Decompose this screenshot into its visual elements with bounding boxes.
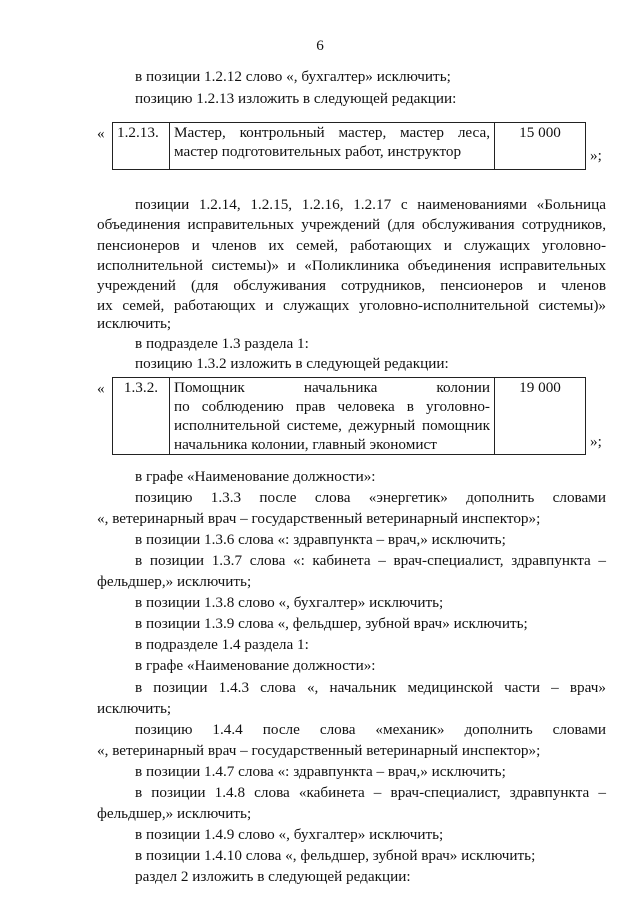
text-line: позицию 1.2.13 изложить в следующей редакции: [135, 90, 457, 107]
close-quote: »; [590, 433, 602, 450]
position-name-line: Помощник начальника колонии [174, 379, 490, 396]
text-line: в позиции 1.3.9 слова «, фельдшер, зубной врач» исключить; [135, 615, 528, 632]
position-name-line: Мастер, контрольный мастер, мастер леса, [174, 124, 490, 141]
page-number: 6 [316, 37, 324, 54]
text-line: «, ветеринарный врач – государственный ветеринарный инспектор»; [97, 742, 541, 759]
text-line: фельдшер,» исключить; [97, 573, 252, 590]
text-line: в подразделе 1.3 раздела 1: [135, 335, 309, 352]
amendment-table-2 [112, 377, 586, 455]
text-line: в графе «Наименование должности»: [135, 468, 376, 485]
text-line: в позиции 1.4.3 слова «, начальник медицинской части – врач» [135, 679, 606, 696]
text-line: в позиции 1.2.12 слово «, бухгалтер» исключить; [135, 68, 451, 85]
text-line: учреждений (для обслуживания сотрудников, пенсионеров и членов [97, 277, 606, 294]
text-line: в позиции 1.3.8 слово «, бухгалтер» исключить; [135, 594, 444, 611]
position-name-line: мастер подготовительных работ, инструктор [174, 143, 462, 160]
text-line: в позиции 1.3.7 слова «: кабинета – врач-специалист, здравпункта – [135, 552, 606, 569]
text-line: в позиции 1.3.6 слова «: здравпункта – врач,» исключить; [135, 531, 506, 548]
close-quote: »; [590, 147, 602, 164]
position-name-cell [170, 123, 495, 170]
text-line: позиции 1.2.14, 1.2.15, 1.2.16, 1.2.17 с наименованиями «Больница [135, 196, 606, 213]
salary-value-cell: 19 000 [495, 378, 586, 455]
text-line: позицию 1.3.2 изложить в следующей редакции: [135, 355, 449, 372]
text-line: позицию 1.4.4 после слова «механик» дополнить словами [135, 721, 606, 738]
open-quote: « [97, 380, 105, 397]
amendment-table-1 [112, 122, 586, 170]
text-line: исключить; [97, 315, 172, 332]
text-line: в подразделе 1.4 раздела 1: [135, 636, 309, 653]
position-name-cell [170, 378, 495, 455]
salary-value-cell: 15 000 [495, 123, 586, 170]
text-line: в позиции 1.4.10 слова «, фельдшер, зубной врач» исключить; [135, 847, 536, 864]
position-name-line: начальника колонии, главный экономист [174, 436, 437, 453]
text-line: в графе «Наименование должности»: [135, 657, 376, 674]
position-number-cell: 1.2.13. [113, 123, 170, 170]
text-line: их семей, работающих и служащих уголовно-исполнительной системы)» [97, 297, 606, 314]
text-line: «, ветеринарный врач – государственный ветеринарный инспектор»; [97, 510, 541, 527]
text-line: исполнительной системы)» и «Поликлиника объединения исправительных [97, 257, 606, 274]
text-line: в позиции 1.4.9 слово «, бухгалтер» исключить; [135, 826, 444, 843]
text-line: исключить; [97, 700, 172, 717]
position-name-line: по соблюдению прав человека в уголовно- [174, 398, 490, 415]
text-line: фельдшер,» исключить; [97, 805, 252, 822]
position-name-line: исполнительной системе, дежурный помощник [174, 417, 490, 434]
position-number-cell: 1.3.2. [113, 378, 170, 455]
open-quote: « [97, 125, 105, 142]
text-line: в позиции 1.4.8 слова «кабинета – врач-специалист, здравпункта – [135, 784, 606, 801]
text-line: в позиции 1.4.7 слова «: здравпункта – врач,» исключить; [135, 763, 506, 780]
text-line: пенсионеров и членов их семей, работающих и служащих уголовно- [97, 237, 606, 254]
text-line: позицию 1.3.3 после слова «энергетик» дополнить словами [135, 489, 606, 506]
text-line: объединения исправительных учреждений (для обслуживания сотрудников, [97, 216, 606, 233]
text-line: раздел 2 изложить в следующей редакции: [135, 868, 411, 885]
